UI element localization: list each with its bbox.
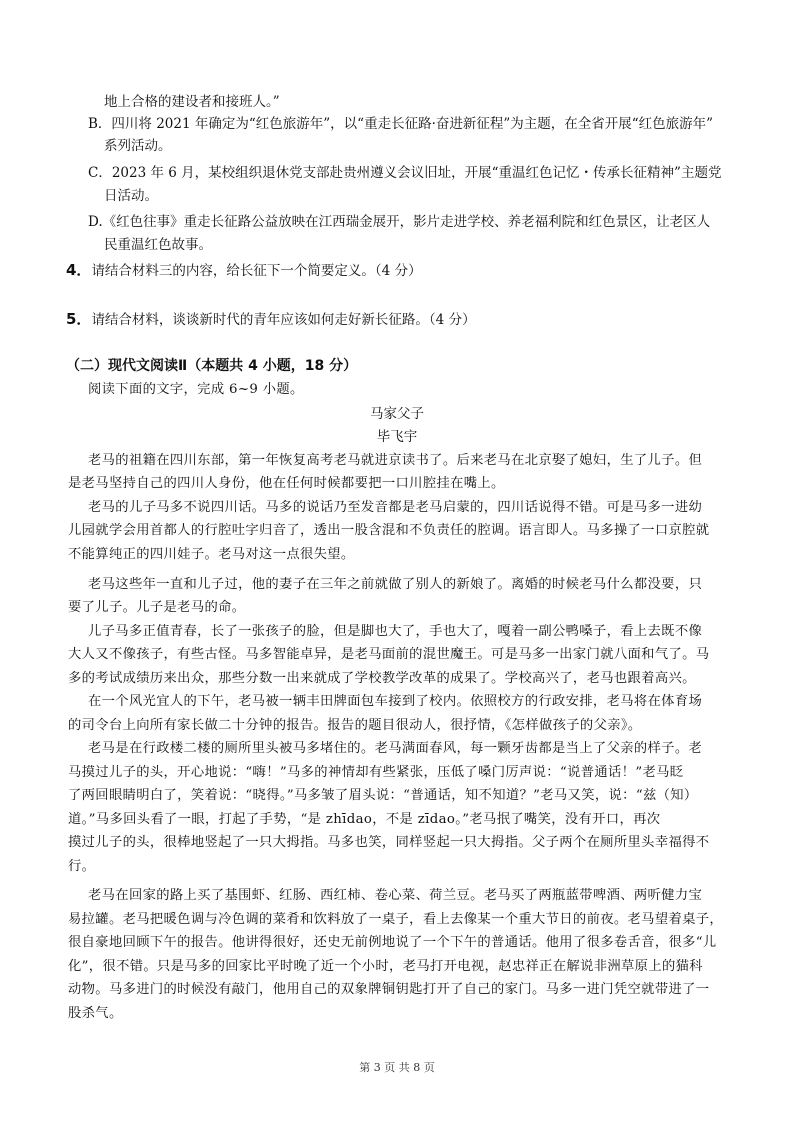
passage-line: 动物。马多进门的时候没有敲门，他用自己的双象牌铜钥匙打开了自己的家门。马多一进门凭空就带进了一: [68, 982, 710, 997]
option-a-continuation: 地上合格的建设者和接班人。”: [104, 94, 280, 110]
passage-line: 儿子马多正值青春，长了一张孩子的脸，但是脚也大了，手也大了，嘎着一副公鸭嗓子，看上去既不像: [88, 624, 703, 639]
option-d-continuation: 民重温红色故事。: [104, 237, 212, 253]
passage-line: 了两回眼睛明白了，笑着说：“晓得。”马多皱了眉头说：“普通话，知不知道？”老马又笑，说：“兹（知）: [68, 788, 698, 803]
option-c-continuation: 日活动。: [104, 188, 158, 204]
passage-line: 大人又不像孩子，有些古怪。马多智能卓异，是老马面前的混世魔王。可是马多一出家门就八面和气了。马: [68, 647, 710, 662]
passage-line: 马摸过儿子的头，开心地说：“嗨！”马多的神情却有些紧张，压低了嗓门厉声说：“说普通话！”老马眨: [68, 765, 684, 780]
passage-line: 老马的祖籍在四川东部，第一年恢复高考老马就进京读书了。后来老马在北京娶了媳妇，生了儿子。但: [88, 453, 703, 468]
passage-line: 股杀气。: [68, 1006, 123, 1021]
passage-line: 老马的儿子马多不说四川话。马多的说话乃至发音都是老马启蒙的，四川话说得不错。可是马多一进幼: [88, 500, 703, 515]
passage-line: 化”，很不错。只是马多的回家比平时晚了近一个小时，老马打开电视，赵忠祥正在解说非洲草原上的猫科: [68, 959, 703, 974]
section-instruction: 阅读下面的文字，完成 6~9 小题。: [88, 382, 304, 397]
passage-line: 在一个风光宜人的下午，老马被一辆丰田牌面包车接到了校内。依照校方的行政安排，老马将在体育场: [88, 694, 703, 709]
passage-line: 不能算纯正的四川娃子。老马对这一点很失望。: [68, 547, 355, 562]
passage-line: 要了儿子。儿子是老马的命。: [68, 600, 246, 615]
option-c: C．2023 年 6 月，某校组织退休党支部赴贵州遵义会议旧址，开展“重温红色记忆・传承长征精神”主题党: [88, 165, 722, 181]
question-5: [66, 309, 476, 330]
question-5-text: 请结合材料，谈谈新时代的青年应该如何走好新长征路。（4 分）: [91, 312, 476, 328]
passage-line: 儿园就学会用首都人的行腔吐字归音了，透出一股含混和不负责任的腔调。语言即人。马多操了一口京腔就: [68, 523, 710, 538]
passage-line: 是老马坚持自己的四川人身份，他在任何时候都要把一口川腔挂在嘴上。: [68, 476, 505, 491]
passage-line: 老马是在行政楼二楼的厕所里头被马多堵住的。老马满面春风，每一颗牙齿都是当上了父亲的样子。老: [88, 741, 703, 756]
passage-title: 马家父子: [370, 406, 424, 422]
page-footer: 第 3 页 共 8 页: [359, 1061, 435, 1074]
question-4-number: 4．: [66, 261, 92, 279]
passage-line: 老马在回家的路上买了基围虾、红肠、西红柿、卷心菜、荷兰豆。老马买了两瓶蓝带啤酒、两听健力宝: [88, 888, 703, 903]
option-d: D.《红色往事》重走长征路公益放映在江西瑞金展开，影片走进学校、养老福利院和红色景区，让老区人: [88, 214, 711, 230]
option-b-continuation: 系列活动。: [104, 138, 172, 154]
passage-line: 很自豪地回顾下午的报告。他讲得很好，还史无前例地说了一个下午的普通话。他用了很多卷舌音，很多“儿: [68, 935, 717, 950]
option-b: B．四川将 2021 年确定为“红色旅游年”，以“重走长征路·奋进新征程”为主题，在全省开展“红色旅游年”: [88, 116, 714, 132]
passage-line: 行。: [68, 859, 96, 874]
passage-line: 老马这些年一直和儿子过，他的妻子在三年之前就做了别人的新娘了。离婚的时候老马什么都没要，只: [88, 577, 703, 592]
passage-line: 摸过儿子的头，很棒地竖起了一只大拇指。马多也笑，同样竖起一只大拇指。父子两个在厕所里头幸福得不: [68, 835, 710, 850]
question-4: [66, 260, 422, 281]
question-5-number: 5．: [66, 310, 92, 328]
section-heading: （二）现代文阅读Ⅱ（本题共 4 小题，18 分）: [66, 358, 358, 374]
passage-line: 的司令台上向所有家长做二十分钟的报告。报告的题目很动人，很抒情，《怎样做孩子的父亲》。: [68, 718, 642, 733]
question-4-text: 请结合材料三的内容，给长征下一个简要定义。（4 分）: [91, 263, 422, 279]
passage-line: 多的考试成绩历来出众，那些分数一出来就成了学校教学改革的成果了。学校高兴了，老马也跟着高兴。: [68, 671, 696, 686]
passage-author: 毕飞宇: [376, 429, 418, 445]
passage-line: 易拉罐。老马把暖色调与冷色调的菜肴和饮料放了一桌子，看上去像某一个重大节日的前夜。老马望着桌子，: [68, 912, 724, 927]
passage-line: 道。”马多回头看了一眼，打起了手势，“是 zhīdao，不是 zīdao。”老马抿了嘴笑，没有开口，再次: [68, 812, 661, 827]
